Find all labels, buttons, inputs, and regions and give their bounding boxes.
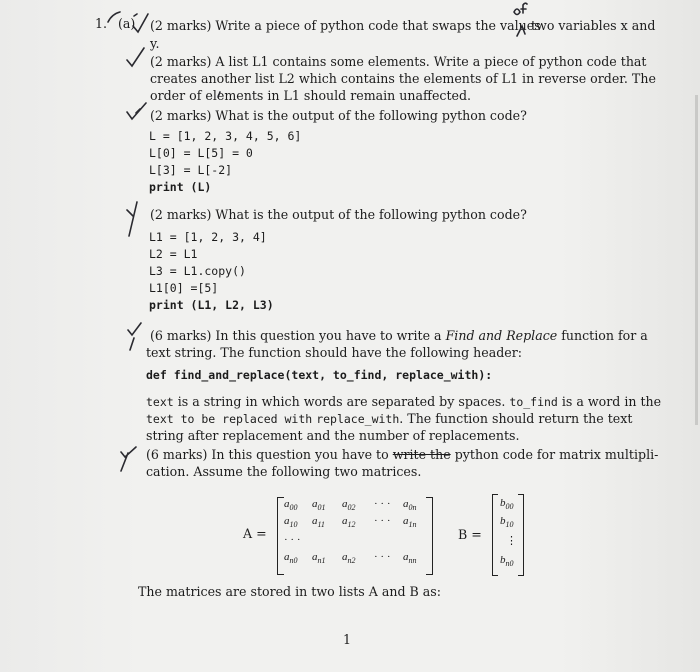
item-iii-text: (2 marks) What is the output of the following python code?: [150, 108, 527, 123]
code-line: L1 = [1, 2, 3, 4]: [149, 230, 267, 244]
matrix-a-entry: $a_{12}$: [342, 515, 356, 530]
item-v-text-2: text string. The function should have the following header:: [146, 345, 523, 360]
matrix-b-label: B =: [458, 527, 482, 542]
tick-vi: [121, 447, 136, 471]
page-number: 1: [343, 632, 352, 647]
matrix-b-entry: $b_{10}$: [500, 515, 514, 530]
item-v-para-1: text is a string in which words are separated by spaces. to_find is a word in the: [146, 394, 662, 409]
matrix-b-entry: $b_{n0}$: [500, 554, 514, 569]
question-part: (a): [118, 16, 136, 31]
matrix-a-entry: $a_{n2}$: [342, 551, 356, 566]
of-annotation: [514, 3, 527, 14]
code-line: L[0] = L[5] = 0: [149, 146, 253, 160]
matrix-a-entry: $a_{nn}$: [403, 551, 417, 566]
item-vi-text-2: cation. Assume the following two matrices.: [146, 464, 422, 479]
tick-v: [128, 323, 141, 350]
function-header: def find_and_replace(text, to_find, replace_with):: [146, 368, 493, 382]
code-line: L1[0] =[5]: [149, 281, 219, 295]
item-iv-text: (2 marks) What is the output of the following python code?: [150, 207, 527, 222]
item-vi-text: (6 marks) In this question you have to write the python code for matrix multipli-: [146, 447, 659, 462]
matrix-b-entry: ⋮: [506, 535, 517, 547]
tick-i: [133, 14, 148, 32]
item-v-para-3: string after replacement and the number of replacements.: [146, 428, 520, 443]
code-line: L = [1, 2, 3, 4, 5, 6]: [149, 129, 302, 143]
item-ii-text-2: creates another list L2 which contains the elements of L1 in reverse order. The: [150, 71, 656, 86]
item-v-text: (6 marks) In this question you have to write a Find and Replace function for a: [150, 328, 648, 343]
caret: [517, 26, 525, 36]
matrix-a-entry: $a_{10}$: [284, 515, 298, 530]
tick-ii: [127, 48, 144, 66]
matrix-a-entry: $a_{00}$: [284, 498, 298, 513]
matrix-a-entry: $a_{1n}$: [403, 515, 417, 530]
matrix-a-entry: $a_{01}$: [312, 498, 326, 513]
item-ii-text: (2 marks) A list L1 contains some elements. Write a piece of python code that: [150, 54, 647, 69]
matrix-a-entry: $a_{11}$: [312, 515, 325, 530]
tick-iii: [127, 103, 146, 119]
item-i-text-cont: two variables x and: [531, 18, 656, 33]
matrix-a-entry: · · ·: [374, 498, 391, 510]
code-line: print (L1, L2, L3): [149, 298, 274, 312]
matrix-a-entry: $a_{n1}$: [312, 551, 326, 566]
matrix-a-entry: $a_{02}$: [342, 498, 356, 513]
matrix-a-entry: $a_{0n}$: [403, 498, 417, 513]
tick-iv: [127, 202, 137, 236]
item-i-text: (2 marks) Write a piece of python code that swaps the values: [150, 18, 541, 33]
matrix-a-entry: · · ·: [374, 515, 391, 527]
matrix-a-entry: · · ·: [374, 551, 391, 563]
code-line: print (L): [149, 180, 212, 194]
item-ii-text-3: order of elements in L1 should remain unaffected.: [150, 88, 472, 103]
matrix-b-entry: $b_{00}$: [500, 497, 514, 512]
question-number: 1.: [95, 16, 108, 31]
matrix-a-entry: $a_{n0}$: [284, 551, 298, 566]
code-line: L3 = L1.copy(): [149, 264, 246, 278]
closing-sentence: The matrices are stored in two lists A and B as:: [138, 584, 441, 599]
check-mark: [108, 12, 120, 22]
matrix-a-entry: · · ·: [284, 534, 301, 546]
item-i-text-2: y.: [150, 36, 160, 51]
matrix-a-label: A =: [243, 526, 267, 541]
code-line: L2 = L1: [149, 247, 198, 261]
code-line: L[3] = L[-2]: [149, 163, 233, 177]
item-v-para-2: text to be replaced with replace_with. The function should return the text: [146, 411, 633, 426]
